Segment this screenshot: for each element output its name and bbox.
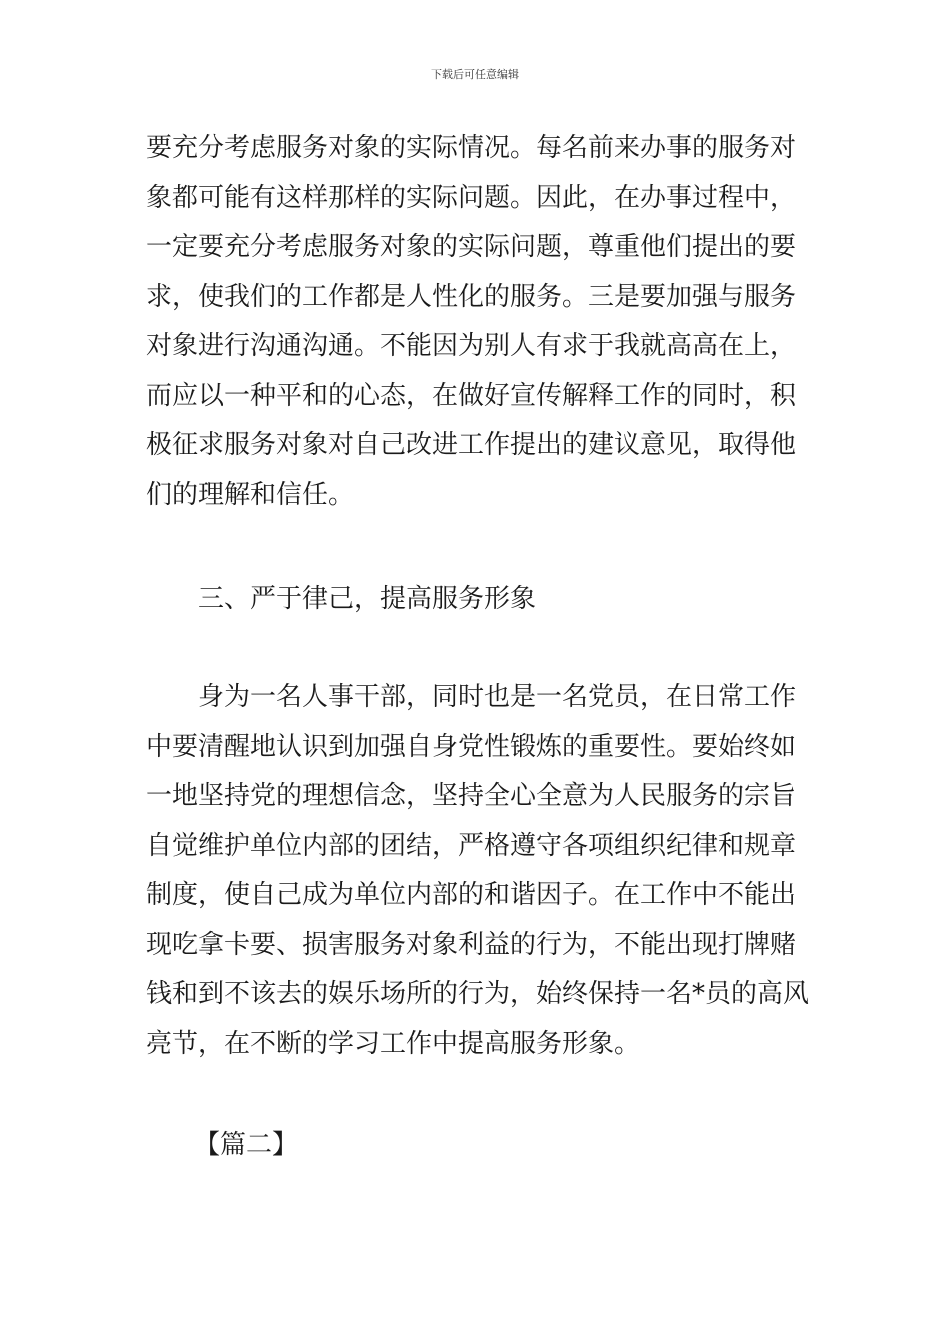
paragraph-service-attitude <box>146 124 806 520</box>
paragraph-line: 制度，使自己成为单位内部的和谐因子。在工作中不能出 <box>146 880 797 910</box>
paragraph-line: 中要清醒地认识到加强自身党性锻炼的重要性。要始终如 <box>146 731 797 762</box>
paragraph-line: 自觉维护单位内部的团结，严格遵守各项组织纪律和规章 <box>146 830 797 861</box>
paragraph-self-discipline <box>146 673 810 1069</box>
header-note: 下载后可任意编辑 <box>431 68 519 81</box>
paragraph-line: 一地坚持党的理想信念，坚持全心全意为人民服务的宗旨 <box>146 781 797 811</box>
paragraph-line: 对象进行沟通沟通。不能因为别人有求于我就高高在上， <box>146 331 797 361</box>
paragraph-line: 一定要充分考虑服务对象的实际问题，尊重他们提出的要 <box>146 232 797 262</box>
paragraph-line: 要充分考虑服务对象的实际情况。每名前来办事的服务对 <box>146 133 797 163</box>
paragraph-line: 而应以一种平和的心态，在做好宣传解释工作的同时，积 <box>146 380 797 411</box>
paragraph-line: 现吃拿卡要、损害服务对象利益的行为，不能出现打牌赌 <box>146 929 797 960</box>
paragraph-line: 身为一名人事干部，同时也是一名党员，在日常工作 <box>198 682 797 712</box>
paragraph-line: 钱和到不该去的娱乐场所的行为，始终保持一名*员的高风 <box>146 979 810 1009</box>
paragraph-line: 们的理解和信任。 <box>146 479 355 510</box>
paragraph-line: 亮节，在不断的学习工作中提高服务形象。 <box>146 1028 641 1059</box>
paragraph-line: 极征求服务对象对自己改进工作提出的建议意见，取得他 <box>146 430 797 460</box>
section-3-heading: 三、严于律己，提高服务形象 <box>198 584 537 614</box>
paragraph-line: 求，使我们的工作都是人性化的服务。三是要加强与服务 <box>146 281 797 312</box>
paragraph-line: 象都可能有这样那样的实际问题。因此，在办事过程中， <box>146 182 797 213</box>
part-2-heading: 【篇二】 <box>194 1130 299 1160</box>
